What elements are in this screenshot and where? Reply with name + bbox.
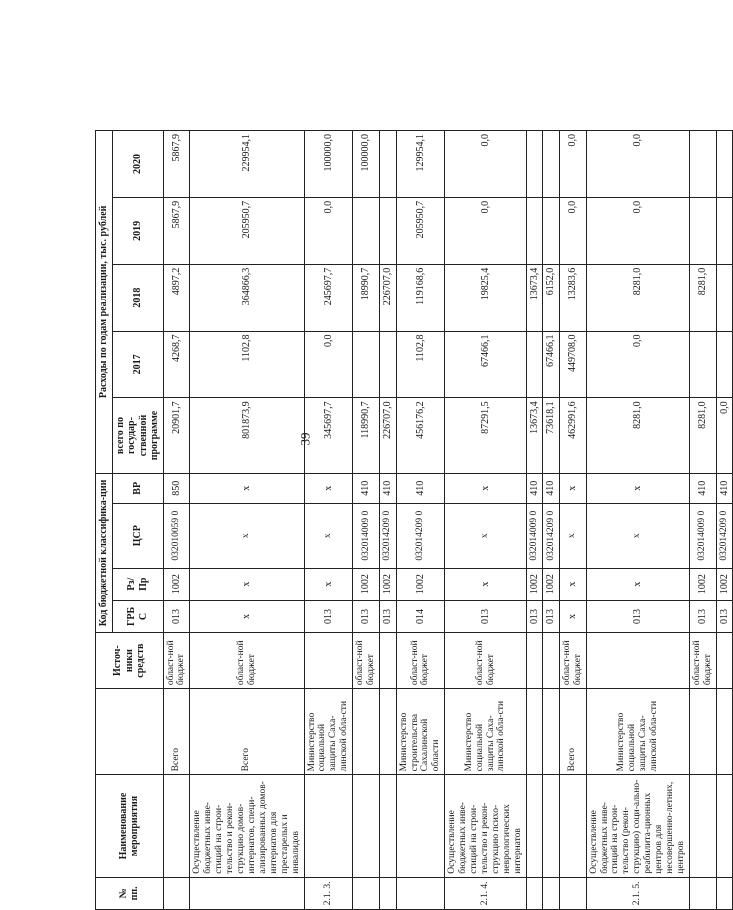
header-grbs: ГРБ С — [112, 600, 163, 632]
row-total: 73618,1 — [543, 398, 560, 473]
row-rzpr: х — [559, 568, 586, 600]
table-row — [190, 131, 304, 910]
row-executor — [716, 689, 733, 775]
row-source — [716, 633, 733, 689]
row-2017 — [716, 331, 733, 398]
row-executor — [689, 689, 716, 775]
row-total: 87291,5 — [445, 398, 526, 473]
header-expenses-group: Расходы по годам реализации, тыс. рублей — [96, 131, 113, 474]
row-grbs: 014 — [396, 600, 445, 632]
row-csr: 032010059 0 — [163, 503, 190, 568]
row-csr: 032014209 0 — [380, 503, 397, 568]
header-vr: ВР — [112, 473, 163, 503]
row-source: област-ной бюджет — [190, 633, 304, 689]
row-total: 462991,6 — [559, 398, 586, 473]
row-num: 2.1. 4. — [445, 877, 526, 909]
row-2017: 0,0 — [586, 331, 689, 398]
row-rzpr: 1002 — [526, 568, 543, 600]
row-2018: 364866,3 — [190, 264, 304, 331]
row-grbs: 013 — [445, 600, 526, 632]
row-executor — [380, 689, 397, 775]
row-num — [526, 877, 543, 909]
table-row — [716, 131, 733, 910]
row-csr: х — [586, 503, 689, 568]
row-executor: Всего — [163, 689, 190, 775]
row-csr: х — [304, 503, 353, 568]
row-2018: 18990,7 — [353, 264, 380, 331]
budget-table — [95, 130, 733, 910]
row-2018: 8281,0 — [689, 264, 716, 331]
table-row — [304, 131, 353, 910]
row-2017: 0,0 — [304, 331, 353, 398]
row-2020: 100000,0 — [353, 131, 380, 198]
table-row — [163, 131, 190, 910]
row-csr: х — [190, 503, 304, 568]
header-executor — [96, 689, 164, 775]
row-2017: 67466,1 — [543, 331, 560, 398]
header-2020: 2020 — [112, 131, 163, 198]
row-total: 8281,0 — [689, 398, 716, 473]
row-total: 345697,7 — [304, 398, 353, 473]
row-csr: 032014209 0 — [396, 503, 445, 568]
table-row — [353, 131, 380, 910]
row-2018: 6152,0 — [543, 264, 560, 331]
row-num — [543, 877, 560, 909]
row-source: област-ной бюджет — [353, 633, 380, 689]
header-source: Источ-ники средств — [96, 633, 164, 689]
header-csr: ЦСР — [112, 503, 163, 568]
row-2018: 8281,0 — [586, 264, 689, 331]
row-csr: 032014009 0 — [353, 503, 380, 568]
row-2018: 119168,6 — [396, 264, 445, 331]
row-2020: 129954,1 — [396, 131, 445, 198]
row-num — [689, 877, 716, 909]
row-executor: Министерство социальной защиты Саха-линской обла-сти — [304, 689, 353, 775]
row-2017 — [353, 331, 380, 398]
header-name: Наименование мероприятия — [96, 775, 164, 877]
row-2020: 5867,9 — [163, 131, 190, 198]
row-num — [716, 877, 733, 909]
row-executor: Министерство социальной защиты Саха-линской обла-сти — [586, 689, 689, 775]
row-grbs: 013 — [380, 600, 397, 632]
row-executor: Всего — [559, 689, 586, 775]
header-kbk-group: Код бюджетной классифика-ции — [96, 473, 113, 632]
row-2018: 13673,4 — [526, 264, 543, 331]
row-vr: 410 — [396, 473, 445, 503]
row-2017: 4268,7 — [163, 331, 190, 398]
row-2020 — [543, 131, 560, 198]
row-2017 — [689, 331, 716, 398]
row-total: 456176,2 — [396, 398, 445, 473]
row-grbs: 013 — [163, 600, 190, 632]
row-2020: 0,0 — [559, 131, 586, 198]
row-grbs: 013 — [716, 600, 733, 632]
row-vr: 410 — [543, 473, 560, 503]
table-row — [445, 131, 526, 910]
row-num — [353, 877, 380, 909]
row-2017: 449708,0 — [559, 331, 586, 398]
row-grbs: х — [559, 600, 586, 632]
row-rzpr: 1002 — [396, 568, 445, 600]
row-num — [396, 877, 445, 909]
header-2019: 2019 — [112, 197, 163, 264]
row-name — [526, 775, 543, 877]
row-2020 — [380, 131, 397, 198]
row-name — [304, 775, 353, 877]
row-name: Осуществление бюджетных инве-стиций на строи-тельство и рекон-струкцию психо-неврологических интернатов — [445, 775, 526, 877]
row-name — [163, 775, 190, 877]
row-2017: 67466,1 — [445, 331, 526, 398]
row-rzpr: 1002 — [353, 568, 380, 600]
row-2019: 0,0 — [304, 197, 353, 264]
row-2020: 229954,1 — [190, 131, 304, 198]
row-rzpr: х — [445, 568, 526, 600]
row-vr: 410 — [716, 473, 733, 503]
row-executor — [353, 689, 380, 775]
row-source: област-ной бюджет — [559, 633, 586, 689]
row-2019 — [353, 197, 380, 264]
row-vr: 410 — [353, 473, 380, 503]
row-csr: 032014209 0 — [716, 503, 733, 568]
row-2019: 0,0 — [586, 197, 689, 264]
row-rzpr: 1002 — [689, 568, 716, 600]
row-num — [559, 877, 586, 909]
row-grbs: 013 — [586, 600, 689, 632]
row-2020: 100000,0 — [304, 131, 353, 198]
table-row — [526, 131, 543, 910]
row-num — [163, 877, 190, 909]
row-num: 2.1. 5. — [586, 877, 689, 909]
row-csr: х — [445, 503, 526, 568]
row-executor: Министерство социальной защиты Саха-линской обла-сти — [445, 689, 526, 775]
table-row — [543, 131, 560, 910]
row-2018: 226707,0 — [380, 264, 397, 331]
row-csr: 032014209 0 — [543, 503, 560, 568]
row-2019 — [689, 197, 716, 264]
header-row-1 — [96, 131, 113, 910]
page-number: 39 — [297, 432, 313, 446]
row-total: 226707,0 — [380, 398, 397, 473]
row-name — [353, 775, 380, 877]
table-row — [586, 131, 689, 910]
row-source — [586, 633, 689, 689]
row-num — [380, 877, 397, 909]
row-2019: 5867,9 — [163, 197, 190, 264]
row-2020: 0,0 — [445, 131, 526, 198]
row-source — [380, 633, 397, 689]
row-2019 — [543, 197, 560, 264]
table-row — [380, 131, 397, 910]
row-2020 — [526, 131, 543, 198]
row-2020 — [689, 131, 716, 198]
row-rzpr: х — [190, 568, 304, 600]
row-name: Осуществление бюджетных инве-стиций на строи-тельство (рекон-струкцию) соци-ально- реабилита-ционных центров для несовершенно-летних, центров — [586, 775, 689, 877]
row-2018: 19825,4 — [445, 264, 526, 331]
row-2017 — [526, 331, 543, 398]
row-name — [689, 775, 716, 877]
row-grbs: 013 — [526, 600, 543, 632]
row-source — [526, 633, 543, 689]
row-rzpr: 1002 — [716, 568, 733, 600]
row-grbs: 013 — [689, 600, 716, 632]
header-2017: 2017 — [112, 331, 163, 398]
row-vr: х — [586, 473, 689, 503]
row-2019: 205950,7 — [190, 197, 304, 264]
row-2019 — [716, 197, 733, 264]
table-row — [689, 131, 716, 910]
row-num — [190, 877, 304, 909]
row-vr: х — [445, 473, 526, 503]
row-2018: 245697,7 — [304, 264, 353, 331]
row-rzpr: х — [586, 568, 689, 600]
row-name — [716, 775, 733, 877]
row-2019 — [526, 197, 543, 264]
row-2017: 1102,8 — [190, 331, 304, 398]
row-executor: Всего — [190, 689, 304, 775]
row-executor — [526, 689, 543, 775]
row-vr: 410 — [380, 473, 397, 503]
row-rzpr: 1002 — [380, 568, 397, 600]
row-source — [543, 633, 560, 689]
budget-table-rotated — [95, 130, 730, 910]
row-2019: 205950,7 — [396, 197, 445, 264]
row-csr: х — [559, 503, 586, 568]
row-2018: 4897,2 — [163, 264, 190, 331]
row-name — [380, 775, 397, 877]
row-executor — [543, 689, 560, 775]
row-2020 — [716, 131, 733, 198]
row-name — [543, 775, 560, 877]
header-total: всего по государ-ственной программе — [112, 398, 163, 473]
row-grbs: 013 — [304, 600, 353, 632]
row-2019: 0,0 — [559, 197, 586, 264]
row-source: област-ной бюджет — [445, 633, 526, 689]
row-total: 13673,4 — [526, 398, 543, 473]
header-num: № пп. — [96, 877, 164, 909]
row-source — [304, 633, 353, 689]
row-total: 0,0 — [716, 398, 733, 473]
row-2018: 13283,6 — [559, 264, 586, 331]
row-csr: 032014009 0 — [689, 503, 716, 568]
row-vr: 410 — [689, 473, 716, 503]
row-vr: 850 — [163, 473, 190, 503]
row-vr: х — [304, 473, 353, 503]
row-rzpr: 1002 — [543, 568, 560, 600]
row-2017 — [380, 331, 397, 398]
row-total: 118990,7 — [353, 398, 380, 473]
row-name — [396, 775, 445, 877]
row-vr: 410 — [526, 473, 543, 503]
row-2020: 0,0 — [586, 131, 689, 198]
row-source: област-ной бюджет — [396, 633, 445, 689]
row-total: 801873,9 — [190, 398, 304, 473]
row-grbs: х — [190, 600, 304, 632]
row-name — [559, 775, 586, 877]
row-2018 — [716, 264, 733, 331]
table-body — [163, 131, 733, 910]
row-executor: Министерство строительства Сахалинской области — [396, 689, 445, 775]
row-num: 2.1. 3. — [304, 877, 353, 909]
row-total: 8281,0 — [586, 398, 689, 473]
row-grbs: 013 — [543, 600, 560, 632]
table-row — [559, 131, 586, 910]
row-vr: х — [190, 473, 304, 503]
table-row — [396, 131, 445, 910]
row-2019: 0,0 — [445, 197, 526, 264]
row-name: Осуществление бюджетных инве-стиций на строи-тельство и рекон-струкцию домов-интернатов, специ-ализированных домов-интернатов для престарелых и инвалидов — [190, 775, 304, 877]
row-total: 20901,7 — [163, 398, 190, 473]
row-grbs: 013 — [353, 600, 380, 632]
row-rzpr: х — [304, 568, 353, 600]
row-rzpr: 1002 — [163, 568, 190, 600]
row-csr: 032014009 0 — [526, 503, 543, 568]
row-source: област-ной бюджет — [163, 633, 190, 689]
row-2017: 1102,8 — [396, 331, 445, 398]
header-rzpr: Рз/ Пр — [112, 568, 163, 600]
header-2018: 2018 — [112, 264, 163, 331]
row-vr: х — [559, 473, 586, 503]
row-source: област-ной бюджет — [689, 633, 716, 689]
row-2019 — [380, 197, 397, 264]
